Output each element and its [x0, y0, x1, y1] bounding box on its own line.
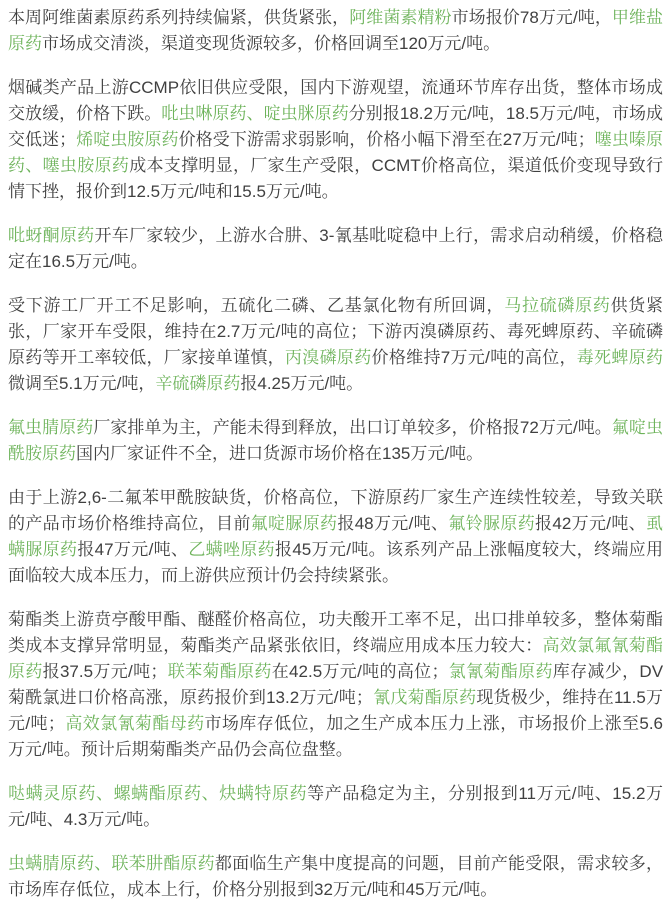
text-run: 报48万元/吨、 — [337, 514, 449, 533]
text-run: 报37.5万元/吨； — [42, 662, 168, 681]
text-run: 市场报价78万元/吨， — [451, 8, 612, 27]
paragraph — [8, 75, 663, 205]
paragraph — [8, 781, 663, 833]
text-run: 微调至5.1万元/吨， — [8, 374, 156, 393]
text-run: 报4.25万元/吨。 — [240, 374, 364, 393]
text-run: 烟碱类产品上游CCMP依旧供应受限，国内下游观望，流通环节库存出货，整体市场成交放缓，价格下跌。 — [8, 78, 663, 123]
product-name-highlight: 氟铃脲原药 — [448, 514, 536, 533]
paragraph — [8, 293, 663, 397]
product-name-highlight: 氟虫腈原药 — [8, 418, 94, 437]
product-name-highlight: 烯啶虫胺原药 — [76, 130, 179, 149]
product-name-highlight: 氰戊菊酯原药 — [372, 688, 477, 707]
text-run: 现货极少，维持在11.5万元/吨； — [8, 688, 664, 733]
product-name-highlight: 乙螨唑原药 — [188, 540, 276, 559]
text-run: 开车厂家较少，上游水合肼、3-氰基吡啶稳中上行，需求启动稍缓，价格稳定在16.5万元/吨。 — [8, 226, 664, 271]
text-run: 分别报18.2万元/吨，18.5万元/吨，市场成交低迷； — [8, 104, 664, 149]
paragraph — [8, 485, 663, 589]
text-run: 由于上游2,6-二氟苯甲酰胺缺货，价格高位，下游原药厂家生产连续性较差，导致关联的产品市场价格维持高位，目前 — [8, 488, 663, 533]
paragraph — [8, 607, 663, 763]
text-run: 市场成交清淡，渠道变现货源较多，价格回调至120万元/吨。 — [42, 34, 501, 53]
text-run: 国内厂家证件不全，进口货源市场价格在135万元/吨。 — [76, 444, 484, 463]
paragraph — [8, 851, 663, 903]
product-name-highlight: 吡虫啉原药、啶虫脒原药 — [161, 104, 349, 123]
text-run: 厂家排单为主，产能未得到释放，出口订单较多，价格报72万元/吨。 — [93, 418, 612, 437]
product-name-highlight: 辛硫磷原药 — [155, 374, 241, 393]
product-name-highlight: 吡蚜酮原药 — [8, 226, 95, 245]
product-name-highlight: 氟啶脲原药 — [250, 514, 338, 533]
text-run: 受下游工厂开工不足影响，五硫化二磷、乙基氯化物有所回调， — [8, 296, 505, 315]
product-name-highlight: 阿维菌素精粉 — [349, 8, 452, 27]
text-run: 报42万元/吨、 — [535, 514, 647, 533]
text-run: 报45万元/吨。该系列产品上涨幅度较大，终端应用面临较大成本压力，而上游供应预计仍会持续紧张。 — [8, 540, 664, 585]
text-run: 价格受下游需求弱影响，价格小幅下滑至在27万元/吨； — [178, 130, 595, 149]
text-run: 报47万元/吨、 — [77, 540, 189, 559]
text-run: 都面临生产集中度提高的问题，目前产能受限，需求较多，市场库存低位，成本上行，价格分别报到32万元/吨和45万元/吨。 — [8, 854, 664, 899]
text-run: 成本支撑明显，厂家生产受限，CCMT价格高位，渠道低价变现导致行情下挫，报价到12.5万元/吨和15.5万元/吨。 — [8, 156, 663, 201]
paragraph — [8, 5, 663, 57]
product-name-highlight: 毒死蜱原药 — [576, 348, 664, 367]
paragraph — [8, 223, 663, 275]
product-name-highlight: 丙溴磷原药 — [284, 348, 372, 367]
product-name-highlight: 虱螨脲原药 — [8, 514, 664, 559]
product-name-highlight: 高效氯氟氰菊酯原药 — [8, 636, 664, 681]
product-name-highlight: 联苯菊酯原药 — [167, 662, 272, 681]
text-run: 菊酯类上游贲亭酸甲酯、醚醛价格高位，功夫酸开工率不足，出口排单较多，整体菊酯类成本支撑异常明显，菊酯类产品紧张依旧，终端应用成本压力较大： — [8, 610, 663, 655]
product-name-highlight: 虫螨腈原药、联苯肼酯原药 — [8, 854, 215, 873]
product-name-highlight: 马拉硫磷原药 — [504, 296, 611, 315]
product-name-highlight: 高效氯氰菊酯母药 — [64, 714, 205, 733]
product-name-highlight: 氯氰菊酯原药 — [448, 662, 553, 681]
text-run: 价格维持7万元/吨的高位， — [371, 348, 577, 367]
text-run: 本周阿维菌素原药系列持续偏紧，供货紧张， — [8, 8, 350, 27]
text-run: 供货紧张，厂家开车受限，维持在2.7万元/吨的高位；下游丙溴磷原药、毒死蜱原药、辛硫磷原药等开工率较低，厂家接单谨慎， — [8, 296, 664, 367]
paragraph — [8, 415, 663, 467]
text-run: 在42.5万元/吨的高位； — [271, 662, 449, 681]
product-name-highlight: 甲维盐原药 — [8, 8, 664, 53]
product-name-highlight: 哒螨灵原药、螺螨酯原药、炔螨特原药 — [8, 784, 308, 803]
product-name-highlight: 噻虫嗪原药、噻虫胺原药 — [8, 130, 663, 175]
product-name-highlight: 氟啶虫酰胺原药 — [8, 418, 663, 463]
text-run: 库存减少，DV菊酰氯进口价格高涨，原药报价到13.2万元/吨； — [8, 662, 664, 707]
text-run: 等产品稳定为主，分别报到11万元/吨、15.2万元/吨、4.3万元/吨。 — [8, 784, 663, 829]
text-run: 市场库存低位，加之生产成本压力上涨，市场报价上涨至5.6万元/吨。预计后期菊酯类产品仍会高位盘整。 — [8, 714, 663, 759]
